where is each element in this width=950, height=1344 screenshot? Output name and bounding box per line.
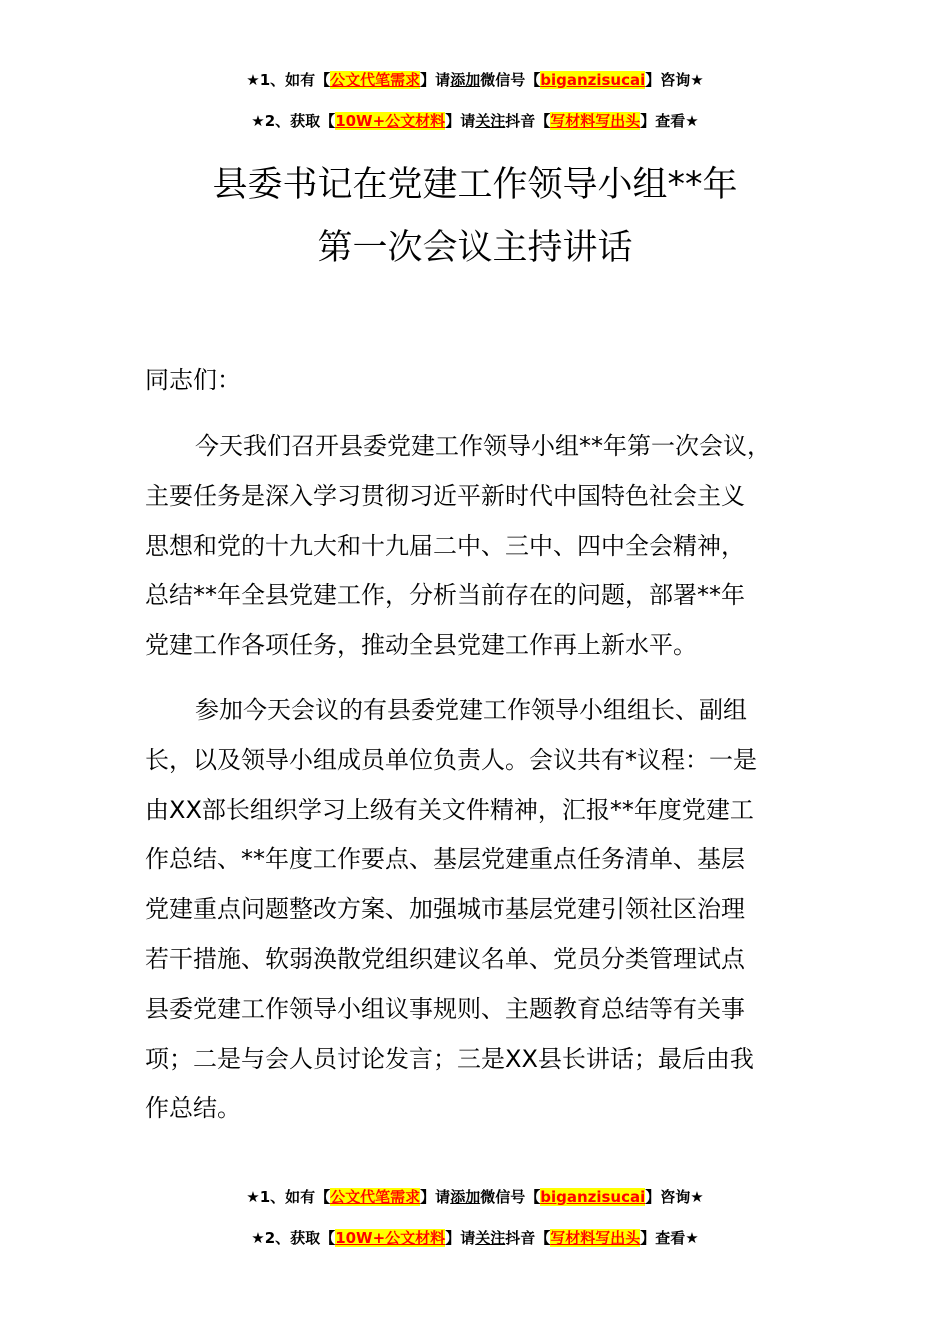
paragraph-line: 长，以及领导小组成员单位负责人。会议共有*议程：一是 xyxy=(145,745,757,774)
promo-highlight-service: 公文代笔需求 xyxy=(330,1188,421,1206)
promo-highlight-wechat-id: biganzisucai xyxy=(540,1188,646,1206)
paragraph-2 xyxy=(145,686,845,1134)
promo-highlight-douyin-id: 写材料写出头 xyxy=(550,112,641,130)
promo-text: 】请 xyxy=(445,1229,476,1247)
paragraph-line: 党建工作各项任务，推动全县党建工作再上新水平。 xyxy=(145,631,697,660)
paragraph-line: 项；二是与会人员讨论发言；三是XX县长讲话；最后由我 xyxy=(145,1044,754,1073)
promo-emphasis: 关注 xyxy=(475,112,506,130)
promo-text: 】请 xyxy=(420,1188,451,1206)
promo-highlight-douyin-id: 写材料写出头 xyxy=(550,1229,641,1247)
paragraph-line: 县委党建工作领导小组议事规则、主题教育总结等有关事 xyxy=(145,994,745,1023)
promo-line-1-top xyxy=(0,69,950,91)
promo-text: ★1、如有【 xyxy=(246,1188,331,1206)
promo-highlight-materials: 10W+公文材料 xyxy=(335,112,446,130)
promo-text: 】查看★ xyxy=(640,1229,699,1247)
promo-line-2-bottom xyxy=(0,1227,950,1249)
promo-text: 抖音【 xyxy=(505,112,551,130)
document-title-line-1: 县委书记在党建工作领导小组**年 xyxy=(212,165,738,205)
promo-highlight-materials: 10W+公文材料 xyxy=(335,1229,446,1247)
document-title-line-2: 第一次会议主持讲话 xyxy=(317,228,633,268)
promo-text: 微信号【 xyxy=(480,71,541,89)
paragraph-line: 今天我们召开县委党建工作领导小组**年第一次会议， xyxy=(195,432,771,460)
paragraph-line: 作总结。 xyxy=(145,1094,241,1123)
promo-emphasis: 关注 xyxy=(475,1229,506,1247)
promo-text: 】请 xyxy=(420,71,451,89)
salutation: 同志们： xyxy=(145,366,241,394)
paragraph-line: 由XX部长组织学习上级有关文件精神，汇报**年度党建工 xyxy=(145,795,754,824)
paragraph-line: 党建重点问题整改方案、加强城市基层党建引领社区治理 xyxy=(145,895,745,924)
promo-text: ★1、如有【 xyxy=(246,71,331,89)
promo-text: 微信号【 xyxy=(480,1188,541,1206)
promo-text: 】咨询★ xyxy=(645,1188,704,1206)
promo-emphasis: 添加 xyxy=(450,71,481,89)
paragraph-1 xyxy=(145,422,845,671)
promo-line-1-bottom xyxy=(0,1186,950,1208)
promo-highlight-wechat-id: biganzisucai xyxy=(540,71,646,89)
paragraph-line: 思想和党的十九大和十九届二中、三中、四中全会精神， xyxy=(145,531,745,560)
promo-highlight-service: 公文代笔需求 xyxy=(330,71,421,89)
paragraph-line: 若干措施、软弱涣散党组织建议名单、党员分类管理试点 xyxy=(145,944,745,973)
promo-text: 抖音【 xyxy=(505,1229,551,1247)
promo-text: ★2、获取【 xyxy=(251,1229,336,1247)
promo-line-2-top xyxy=(0,110,950,132)
promo-emphasis: 添加 xyxy=(450,1188,481,1206)
promo-text: 】查看★ xyxy=(640,112,699,130)
paragraph-line: 总结**年全县党建工作，分析当前存在的问题，部署**年 xyxy=(145,581,745,610)
paragraph-line: 参加今天会议的有县委党建工作领导小组组长、副组 xyxy=(195,696,747,724)
promo-text: 】请 xyxy=(445,112,476,130)
paragraph-line: 主要任务是深入学习贯彻习近平新时代中国特色社会主义 xyxy=(145,481,745,510)
paragraph-line: 作总结、**年度工作要点、基层党建重点任务清单、基层 xyxy=(145,845,745,874)
promo-text: ★2、获取【 xyxy=(251,112,336,130)
promo-text: 】咨询★ xyxy=(645,71,704,89)
